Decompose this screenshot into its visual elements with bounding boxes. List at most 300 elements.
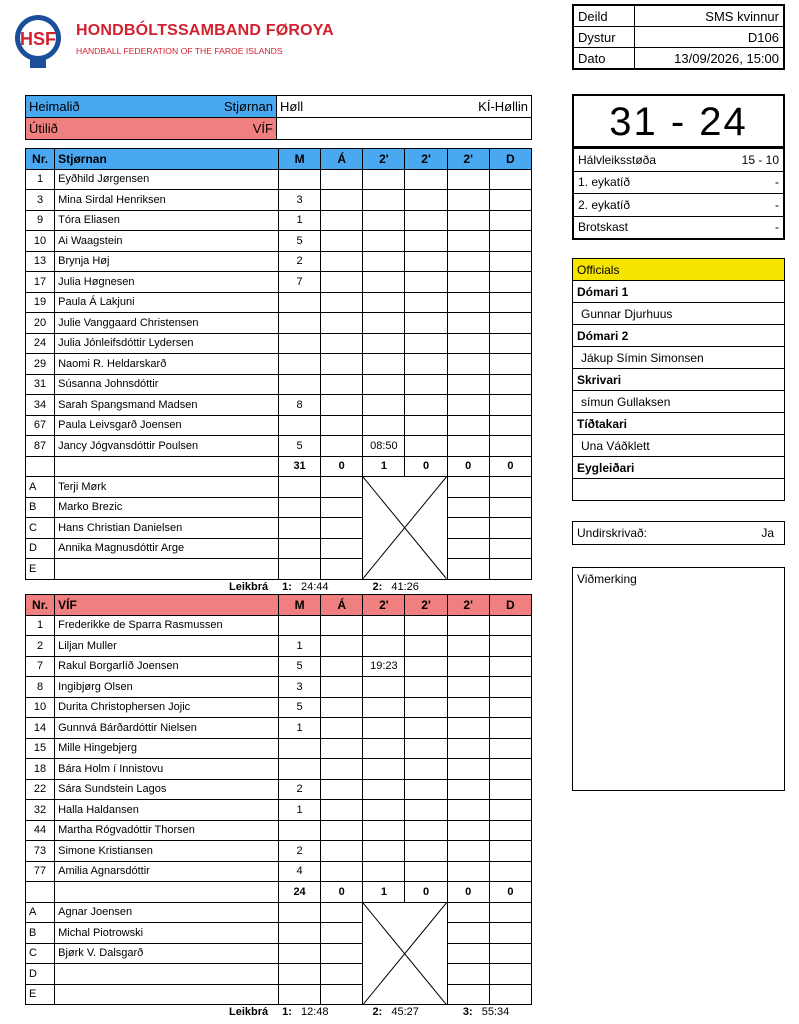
player-warning xyxy=(321,656,363,677)
timeout-number: 1: xyxy=(282,1006,295,1018)
player-number: 13 xyxy=(26,251,55,272)
player-row xyxy=(26,636,532,657)
official-name: Terji Mørk xyxy=(55,477,279,498)
player-disqualification xyxy=(489,636,531,657)
player-row xyxy=(26,697,532,718)
player-suspension-3 xyxy=(447,820,489,841)
venue-label: Høll xyxy=(280,99,304,114)
totals-spacer xyxy=(55,882,279,903)
player-disqualification xyxy=(489,313,531,334)
player-warning xyxy=(321,841,363,862)
player-name: Gunnvá Bárðardóttir Nielsen xyxy=(55,718,279,739)
player-number: 34 xyxy=(26,395,55,416)
team-name-header: Stjørnan xyxy=(55,149,279,170)
player-number: 32 xyxy=(26,800,55,821)
official-empty xyxy=(321,902,363,923)
player-name: Sarah Spangsmand Madsen xyxy=(55,395,279,416)
official-code: C xyxy=(26,518,55,539)
player-disqualification xyxy=(489,615,531,636)
player-disqualification xyxy=(489,718,531,739)
player-disqualification xyxy=(489,841,531,862)
player-warning xyxy=(321,292,363,313)
logo-title: HONDBÓLTSSAMBAND FØROYA xyxy=(76,22,334,39)
official-empty xyxy=(489,923,531,944)
official-empty xyxy=(321,984,363,1005)
timeout-item xyxy=(282,581,328,593)
player-suspension-1 xyxy=(363,738,405,759)
player-row xyxy=(26,677,532,698)
player-suspension-3 xyxy=(447,738,489,759)
player-suspension-2 xyxy=(405,415,447,436)
player-suspension-1 xyxy=(363,169,405,190)
away-team-name: VÍF xyxy=(252,121,273,136)
player-suspension-1 xyxy=(363,292,405,313)
player-suspension-1 xyxy=(363,861,405,882)
player-suspension-3 xyxy=(447,841,489,862)
official-empty xyxy=(447,518,489,539)
score-row xyxy=(574,171,783,194)
total-a: 0 xyxy=(321,882,363,903)
player-warning xyxy=(321,718,363,739)
official-name: Agnar Joensen xyxy=(55,902,279,923)
info-value: D106 xyxy=(635,27,784,48)
official-empty xyxy=(278,984,320,1005)
official-empty xyxy=(489,964,531,985)
player-suspension-3 xyxy=(447,677,489,698)
player-disqualification xyxy=(489,759,531,780)
player-goals xyxy=(278,738,320,759)
officials-title: Officials xyxy=(573,259,785,281)
player-suspension-3 xyxy=(447,800,489,821)
official-code: D xyxy=(26,538,55,559)
player-suspension-3 xyxy=(447,272,489,293)
official-empty xyxy=(447,497,489,518)
player-suspension-3 xyxy=(447,656,489,677)
player-suspension-3 xyxy=(447,231,489,252)
score-row xyxy=(574,216,783,238)
official-name: Hans Christian Danielsen xyxy=(55,518,279,539)
player-goals: 2 xyxy=(278,251,320,272)
total-s3: 0 xyxy=(447,882,489,903)
timeout-number: 3: xyxy=(462,1006,476,1018)
venue-cell xyxy=(277,96,532,118)
player-warning xyxy=(321,415,363,436)
info-label: Dato xyxy=(573,48,635,70)
player-name: Simone Kristiansen xyxy=(55,841,279,862)
column-header: M xyxy=(278,595,320,616)
player-suspension-3 xyxy=(447,779,489,800)
timeout-item xyxy=(282,1006,328,1018)
player-disqualification xyxy=(489,415,531,436)
player-warning xyxy=(321,374,363,395)
player-warning xyxy=(321,800,363,821)
player-row xyxy=(26,436,532,457)
player-suspension-3 xyxy=(447,697,489,718)
player-number: 1 xyxy=(26,615,55,636)
player-goals xyxy=(278,169,320,190)
official-code: E xyxy=(26,559,55,580)
logo-subtitle: HANDBALL FEDERATION OF THE FAROE ISLANDS xyxy=(76,46,283,56)
official-empty xyxy=(278,477,320,498)
player-goals: 5 xyxy=(278,436,320,457)
player-row xyxy=(26,820,532,841)
timeout-time: 24:44 xyxy=(300,580,329,593)
player-number: 17 xyxy=(26,272,55,293)
score-row xyxy=(574,194,783,217)
official-role: Tíðtakari xyxy=(573,413,785,435)
official-name xyxy=(55,984,279,1005)
player-suspension-2 xyxy=(405,615,447,636)
player-goals: 7 xyxy=(278,272,320,293)
player-warning xyxy=(321,615,363,636)
timeout-item xyxy=(463,1006,509,1018)
player-goals: 2 xyxy=(278,779,320,800)
timeout-label: Leikbrá xyxy=(229,580,269,593)
player-suspension-1 xyxy=(363,251,405,272)
official-role: Skrivari xyxy=(573,369,785,391)
player-number: 14 xyxy=(26,718,55,739)
column-header: Á xyxy=(321,149,363,170)
player-goals: 1 xyxy=(278,800,320,821)
player-name: Sára Sundstein Lagos xyxy=(55,779,279,800)
player-warning xyxy=(321,354,363,375)
player-suspension-2 xyxy=(405,251,447,272)
official-code: B xyxy=(26,497,55,518)
player-goals xyxy=(278,313,320,334)
total-s3: 0 xyxy=(447,456,489,477)
official-name: Una Váðklett xyxy=(573,435,785,457)
team-official-row xyxy=(26,477,532,498)
away-team-cell xyxy=(26,118,277,140)
total-m: 24 xyxy=(278,882,320,903)
player-suspension-2 xyxy=(405,841,447,862)
totals-spacer xyxy=(26,456,55,477)
player-warning xyxy=(321,210,363,231)
player-number: 24 xyxy=(26,333,55,354)
player-disqualification xyxy=(489,354,531,375)
player-number: 19 xyxy=(26,292,55,313)
info-row-league xyxy=(573,5,784,27)
player-suspension-2 xyxy=(405,677,447,698)
score-row xyxy=(574,149,783,172)
player-suspension-1 xyxy=(363,190,405,211)
player-name: Liljan Muller xyxy=(55,636,279,657)
player-name: Martha Rógvadóttir Thorsen xyxy=(55,820,279,841)
player-disqualification xyxy=(489,677,531,698)
total-s2: 0 xyxy=(405,882,447,903)
player-row xyxy=(26,738,532,759)
player-goals: 1 xyxy=(278,210,320,231)
player-suspension-2 xyxy=(405,190,447,211)
player-row xyxy=(26,231,532,252)
player-row xyxy=(26,354,532,375)
official-code: C xyxy=(26,943,55,964)
player-row xyxy=(26,718,532,739)
player-suspension-1: 08:50 xyxy=(363,436,405,457)
venue-name: KÍ-Høllin xyxy=(478,99,528,114)
official-name xyxy=(573,479,785,501)
official-empty xyxy=(278,538,320,559)
total-d: 0 xyxy=(489,456,531,477)
player-suspension-1 xyxy=(363,272,405,293)
player-goals: 8 xyxy=(278,395,320,416)
column-header: D xyxy=(489,149,531,170)
player-goals xyxy=(278,354,320,375)
player-number: 87 xyxy=(26,436,55,457)
player-row xyxy=(26,779,532,800)
official-code: B xyxy=(26,923,55,944)
player-name: Paula Leivsgarð Joensen xyxy=(55,415,279,436)
player-warning xyxy=(321,333,363,354)
player-warning xyxy=(321,313,363,334)
official-name xyxy=(55,559,279,580)
team-official-row xyxy=(26,497,532,518)
player-warning xyxy=(321,759,363,780)
away-roster-table xyxy=(25,594,532,1005)
player-number: 77 xyxy=(26,861,55,882)
player-warning xyxy=(321,395,363,416)
player-row xyxy=(26,841,532,862)
official-empty xyxy=(278,497,320,518)
player-suspension-3 xyxy=(447,415,489,436)
player-number: 10 xyxy=(26,231,55,252)
signed-value: Ja xyxy=(761,526,774,540)
player-goals xyxy=(278,759,320,780)
official-empty xyxy=(321,943,363,964)
empty-cell xyxy=(277,118,532,140)
player-name: Mille Hingebjerg xyxy=(55,738,279,759)
player-name: Paula Á Lakjuni xyxy=(55,292,279,313)
player-number: 2 xyxy=(26,636,55,657)
home-team-name: Stjørnan xyxy=(223,99,273,114)
official-empty xyxy=(321,923,363,944)
total-a: 0 xyxy=(321,456,363,477)
totals-row xyxy=(26,456,532,477)
score-box xyxy=(572,94,785,240)
player-suspension-1 xyxy=(363,210,405,231)
player-suspension-2 xyxy=(405,656,447,677)
remark-box xyxy=(572,567,785,791)
player-disqualification xyxy=(489,251,531,272)
player-warning xyxy=(321,251,363,272)
column-header: D xyxy=(489,595,531,616)
final-score: 31 - 24 xyxy=(574,96,783,148)
total-s1: 1 xyxy=(363,456,405,477)
player-disqualification xyxy=(489,738,531,759)
federation-logo xyxy=(12,8,334,70)
player-suspension-2 xyxy=(405,395,447,416)
team-official-row xyxy=(26,559,532,580)
official-empty xyxy=(447,559,489,580)
player-goals: 4 xyxy=(278,861,320,882)
home-timeouts xyxy=(229,581,532,593)
official-empty xyxy=(447,538,489,559)
column-header: Nr. xyxy=(26,595,55,616)
player-name: Julia Jónleifsdóttir Lydersen xyxy=(55,333,279,354)
team-official-row xyxy=(26,902,532,923)
official-role: Dómari 1 xyxy=(573,281,785,303)
timeout-time: 55:34 xyxy=(481,1006,510,1018)
player-number: 10 xyxy=(26,697,55,718)
player-suspension-2 xyxy=(405,313,447,334)
player-warning xyxy=(321,636,363,657)
total-s1: 1 xyxy=(363,882,405,903)
official-name: Annika Magnusdóttir Arge xyxy=(55,538,279,559)
player-number: 22 xyxy=(26,779,55,800)
player-goals xyxy=(278,415,320,436)
official-empty xyxy=(489,538,531,559)
player-disqualification xyxy=(489,333,531,354)
player-goals: 5 xyxy=(278,231,320,252)
remark-label: Viðmerking xyxy=(577,572,637,586)
player-suspension-2 xyxy=(405,697,447,718)
official-empty xyxy=(489,902,531,923)
official-role: Dómari 2 xyxy=(573,325,785,347)
player-number: 3 xyxy=(26,190,55,211)
home-roster-table xyxy=(25,148,532,580)
player-row xyxy=(26,861,532,882)
info-value: SMS kvinnur xyxy=(635,5,784,27)
timeout-label: Leikbrá xyxy=(229,1006,269,1018)
player-row xyxy=(26,210,532,231)
player-suspension-2 xyxy=(405,820,447,841)
info-label: Dystur xyxy=(573,27,635,48)
totals-row xyxy=(26,882,532,903)
official-empty xyxy=(447,923,489,944)
player-suspension-1 xyxy=(363,354,405,375)
info-row-match xyxy=(573,27,784,48)
player-suspension-1 xyxy=(363,718,405,739)
player-suspension-1 xyxy=(363,677,405,698)
player-disqualification xyxy=(489,395,531,416)
player-row xyxy=(26,292,532,313)
player-number: 15 xyxy=(26,738,55,759)
player-row xyxy=(26,333,532,354)
official-name: Marko Brezic xyxy=(55,497,279,518)
player-disqualification xyxy=(489,436,531,457)
player-number: 29 xyxy=(26,354,55,375)
teams-header xyxy=(25,95,532,140)
player-suspension-2 xyxy=(405,333,447,354)
cross-out-icon xyxy=(363,903,446,1005)
column-header: 2' xyxy=(405,149,447,170)
timeout-item xyxy=(373,581,419,593)
player-suspension-1 xyxy=(363,820,405,841)
away-label: Útilið xyxy=(29,121,58,136)
player-warning xyxy=(321,738,363,759)
player-disqualification xyxy=(489,292,531,313)
player-suspension-1 xyxy=(363,333,405,354)
score-label: Hálvleiksstøða xyxy=(574,149,711,172)
player-warning xyxy=(321,820,363,841)
player-goals: 1 xyxy=(278,636,320,657)
official-empty xyxy=(321,964,363,985)
player-number: 7 xyxy=(26,656,55,677)
timeout-item xyxy=(373,1006,419,1018)
team-official-row xyxy=(26,518,532,539)
player-goals xyxy=(278,292,320,313)
player-suspension-3 xyxy=(447,313,489,334)
column-header: 2' xyxy=(363,149,405,170)
player-warning xyxy=(321,190,363,211)
player-warning xyxy=(321,697,363,718)
player-name: Amilia Agnarsdóttir xyxy=(55,861,279,882)
totals-spacer xyxy=(55,456,279,477)
official-empty xyxy=(447,477,489,498)
player-disqualification xyxy=(489,656,531,677)
player-suspension-2 xyxy=(405,861,447,882)
player-name: Naomi R. Heldarskarð xyxy=(55,354,279,375)
player-name: Frederikke de Sparra Rasmussen xyxy=(55,615,279,636)
player-suspension-2 xyxy=(405,718,447,739)
player-suspension-1 xyxy=(363,841,405,862)
official-empty xyxy=(447,984,489,1005)
player-warning xyxy=(321,272,363,293)
team-official-row xyxy=(26,538,532,559)
score-label: Brotskast xyxy=(574,216,711,238)
player-number: 67 xyxy=(26,415,55,436)
timeout-time: 45:27 xyxy=(391,1006,419,1018)
player-suspension-1 xyxy=(363,800,405,821)
official-empty xyxy=(489,518,531,539)
player-disqualification xyxy=(489,861,531,882)
player-name: Julie Vanggaard Christensen xyxy=(55,313,279,334)
player-goals: 5 xyxy=(278,656,320,677)
player-suspension-3 xyxy=(447,718,489,739)
player-disqualification xyxy=(489,210,531,231)
player-suspension-1: 19:23 xyxy=(363,656,405,677)
official-empty xyxy=(489,477,531,498)
player-warning xyxy=(321,861,363,882)
player-suspension-2 xyxy=(405,779,447,800)
player-row xyxy=(26,313,532,334)
player-row xyxy=(26,251,532,272)
player-disqualification xyxy=(489,820,531,841)
player-disqualification xyxy=(489,697,531,718)
player-warning xyxy=(321,436,363,457)
official-name xyxy=(55,964,279,985)
official-code: E xyxy=(26,984,55,1005)
player-name: Brynja Høj xyxy=(55,251,279,272)
score-details xyxy=(574,148,783,238)
player-warning xyxy=(321,231,363,252)
player-goals: 3 xyxy=(278,190,320,211)
player-name: Eyðhild Jørgensen xyxy=(55,169,279,190)
official-name: símun Gullaksen xyxy=(573,391,785,413)
official-code: A xyxy=(26,902,55,923)
player-suspension-3 xyxy=(447,636,489,657)
column-header: 2' xyxy=(447,595,489,616)
totals-spacer xyxy=(26,882,55,903)
player-number: 44 xyxy=(26,820,55,841)
official-empty xyxy=(321,477,363,498)
player-goals xyxy=(278,820,320,841)
official-empty xyxy=(321,497,363,518)
player-name: Tóra Eliasen xyxy=(55,210,279,231)
player-name: Mina Sirdal Henriksen xyxy=(55,190,279,211)
player-disqualification xyxy=(489,800,531,821)
player-suspension-3 xyxy=(447,615,489,636)
score-value: - xyxy=(711,194,783,217)
player-suspension-2 xyxy=(405,436,447,457)
player-suspension-3 xyxy=(447,292,489,313)
officials-table xyxy=(572,258,785,501)
official-role: Eygleiðari xyxy=(573,457,785,479)
player-name: Jancy Jógvansdóttir Poulsen xyxy=(55,436,279,457)
player-disqualification xyxy=(489,169,531,190)
timeout-time: 41:26 xyxy=(391,580,419,593)
score-value: - xyxy=(711,216,783,238)
